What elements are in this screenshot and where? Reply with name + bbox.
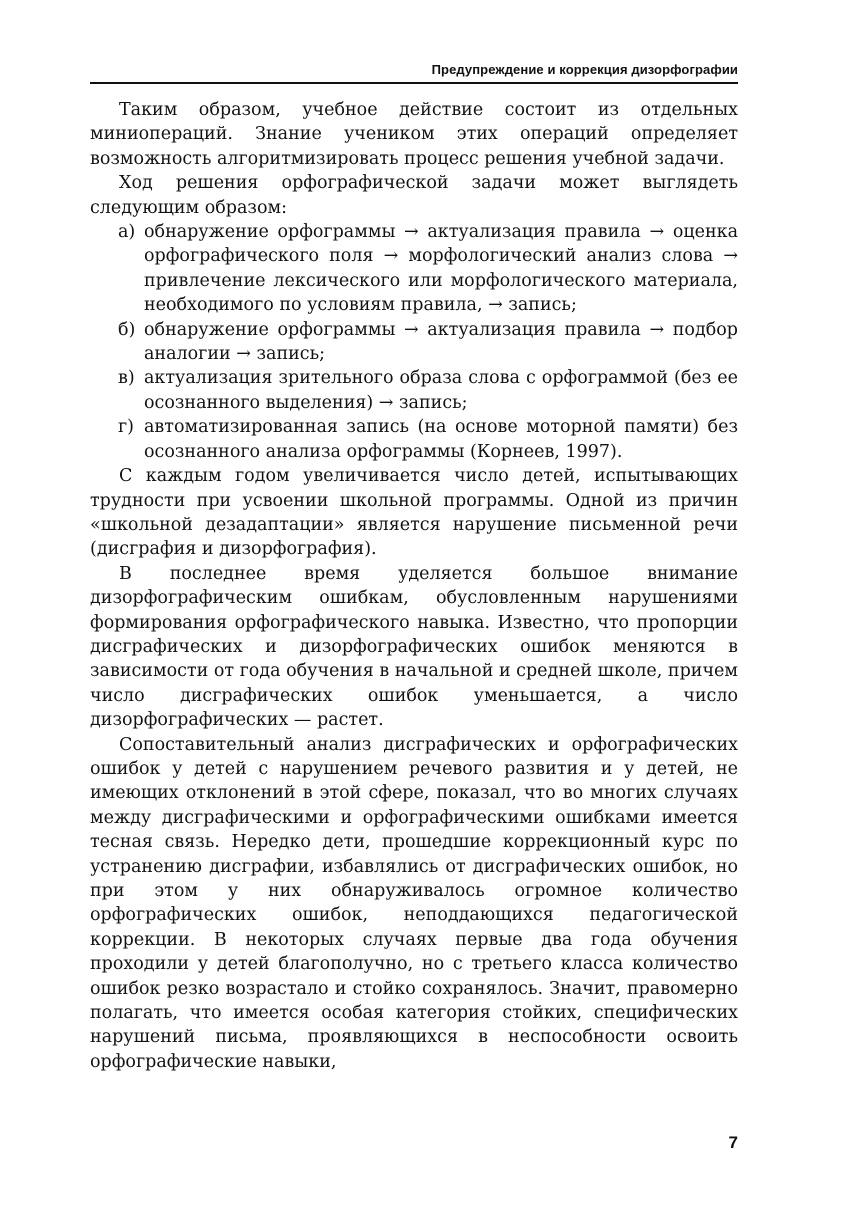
paragraph-5: Сопоставительный анализ дисграфических и орфографических ошибок у детей с нарушением речевого развития и у детей, не имеющих отклонений в этой сфере, показал, что во многих случаях между дисграфическими и орфографическими ошибками имеется тесная связь. Нередко дети, прошедшие коррекционный курс по устранению дисграфии, избавлялись от дисграфических ошибок, но при этом у них обнаруживалось огромное количество орфографических ошибок, неподдающихся педагогической коррекции. В некоторых случаях первые два года обучения проходили у детей благополучно, но с третьего класса количество ошибок резко возрастало и стойко сохранялось. Значит, правомерно полагать, что имеется особая категория стойких, специфических нарушений письма, проявляющихся в неспособности освоить орфографические навыки, xyxy=(90,734,738,1072)
list-item-text: обнаружение орфограммы → актуализация правила → подбор аналогии → запись; xyxy=(144,319,738,365)
list-marker: в) xyxy=(118,368,135,389)
running-header: Предупреждение и коррекция дизорфографии xyxy=(431,62,738,77)
paragraph-2: Ход решения орфографической задачи может выглядеть следующим образом: xyxy=(90,173,738,218)
paragraph-1: Таким образом, учебное действие состоит из отдельных миниопераций. Знание учеником этих операций определяет возможность алгоритмизировать процесс решения учебной задачи. xyxy=(90,100,738,169)
steps-list xyxy=(90,220,738,464)
page-number: 7 xyxy=(728,1133,738,1152)
list-item xyxy=(90,318,738,367)
paragraph-3: С каждым годом увеличивается число детей, испытывающих трудности при усвоении школьной программы. Одной из причин «школьной дезадаптации» является нарушение письменной речи (дисграфия и дизорфография). xyxy=(90,466,738,560)
list-item xyxy=(90,415,738,464)
list-item-text: автоматизированная запись (на основе моторной памяти) без осознанного анализа орфограммы (Корнеев, 1997). xyxy=(144,417,738,462)
header-rule xyxy=(90,82,738,84)
list-item xyxy=(90,366,738,415)
list-marker: а) xyxy=(118,222,136,243)
list-marker: б) xyxy=(118,319,136,340)
list-item-text: актуализация зрительного образа слова с орфограммой (без ее осознанного выделения) → запись; xyxy=(144,368,738,413)
list-item-text: обнаружение орфограммы → актуализация правила → оценка орфографического поля → морфологический анализ слова → привлечение лексического или морфологического материала, необходимого по условиям правила, → запись; xyxy=(144,222,738,316)
paragraph-4: В последнее время уделяется большое внимание дизорфографическим ошибкам, обусловленным нарушениями формирования орфографического навыка. Известно, что пропорции дисграфических и дизорфографических ошибок меняются в зависимости от года обучения в начальной и средней школе, причем число дисграфических ошибок уменьшается, а число дизорфографических — растет. xyxy=(90,563,738,731)
page-body xyxy=(90,98,738,1074)
list-marker: г) xyxy=(118,417,134,438)
list-item xyxy=(90,220,738,318)
